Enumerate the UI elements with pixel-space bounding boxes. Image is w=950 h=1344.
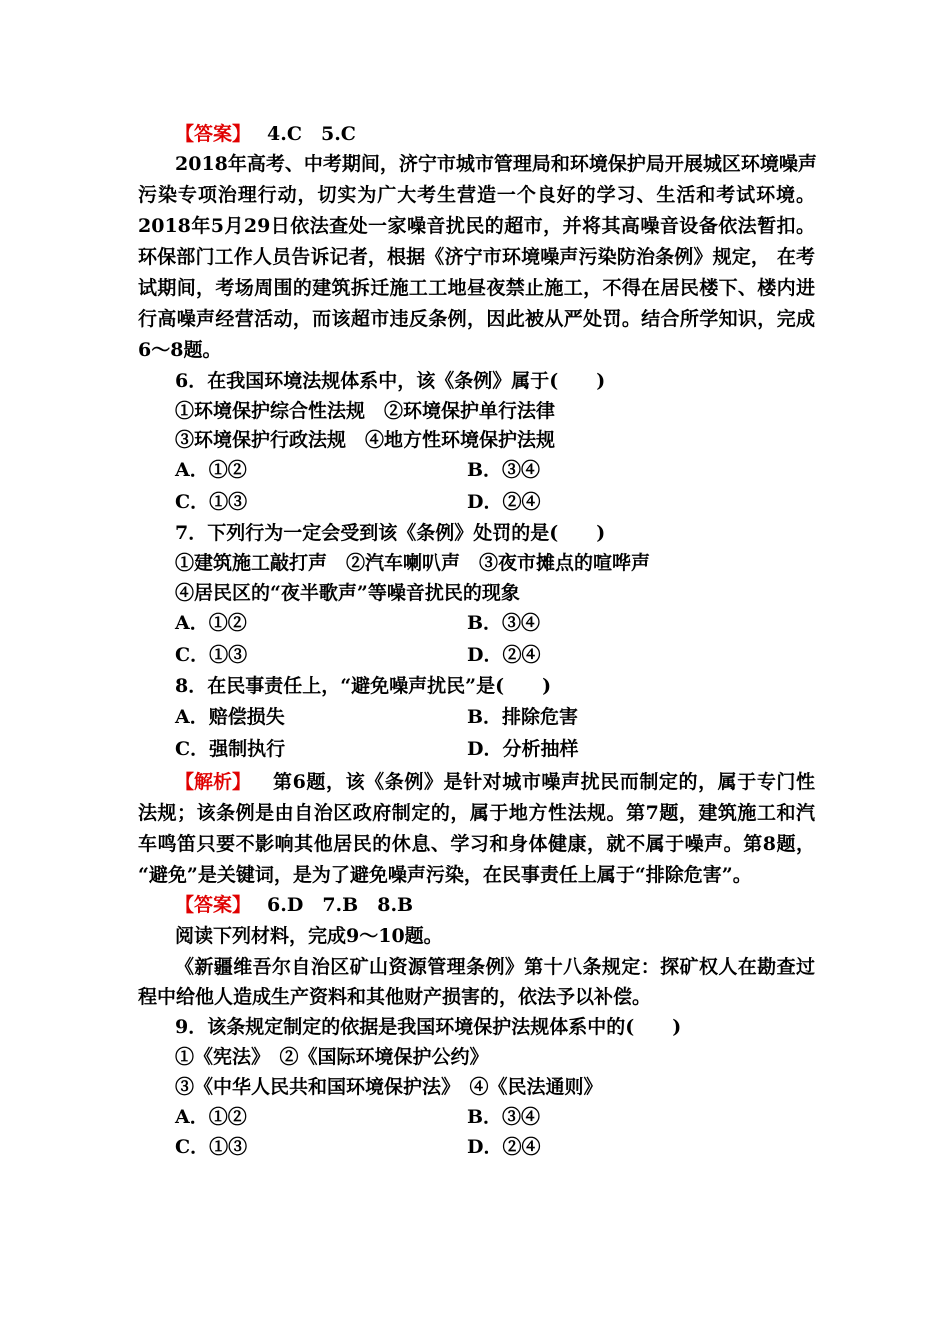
question-8-option-d: D．分析抽样	[467, 738, 579, 760]
analysis-line: “避免”是关键词，是为了避免噪声污染，在民事责任上属于“排除危害”。	[138, 864, 752, 886]
analysis-line: 车鸣笛只要不影响其他居民的休息、学习和身体健康，就不属于噪声。第8题，	[138, 833, 815, 855]
analysis-line: 法规；该条例是由自治区政府制定的，属于地方性法规。第7题，建筑施工和汽	[138, 802, 815, 824]
question-7-option-a: A．①②	[175, 612, 247, 634]
passage-line: 试期间，考场周围的建筑拆迁施工工地昼夜禁止施工，不得在居民楼下、楼内进	[138, 277, 815, 299]
answer-label: 【答案】	[175, 894, 252, 916]
question-8-stem: 8．在民事责任上，“避免噪声扰民”是( )	[175, 675, 552, 697]
passage-line: 6～8题。	[138, 339, 222, 361]
passage-line: 程中给他人造成生产资料和其他财产损害的，依法予以补偿。	[138, 986, 652, 1008]
question-9-item: ③《中华人民共和国环境保护法》 ④《民法通则》	[175, 1076, 603, 1098]
question-6-option-c: C．①③	[175, 491, 248, 513]
question-9-item: ①《宪法》 ②《国际环境保护公约》	[175, 1046, 489, 1068]
question-6-item: ①环境保护综合性法规 ②环境保护单行法律	[175, 400, 556, 422]
answer-text: 6.D 7.B 8.B	[267, 894, 414, 916]
question-7-item: ④居民区的“夜半歌声”等噪音扰民的现象	[175, 582, 520, 604]
question-6-item: ③环境保护行政法规 ④地方性环境保护法规	[175, 429, 556, 451]
question-9-option-d: D．②④	[467, 1136, 541, 1158]
question-9-option-b: B．③④	[467, 1106, 541, 1128]
analysis-text: 第6题，该《条例》是针对城市噪声扰民而制定的，属于专门性	[273, 771, 815, 793]
passage-line: 2018年高考、中考期间，济宁市城市管理局和环境保护局开展城区环境噪声	[175, 153, 817, 175]
question-6-option-a: A．①②	[175, 459, 247, 481]
question-8-option-a: A．赔偿损失	[175, 706, 285, 728]
passage-line: 《新疆维吾尔自治区矿山资源管理条例》第十八条规定：探矿权人在勘查过	[175, 956, 815, 978]
question-8-option-c: C．强制执行	[175, 738, 286, 760]
passage-line: 行高噪声经营活动，而该超市违反条例，因此被从严处罚。结合所学知识，完成	[138, 308, 815, 330]
question-6-stem: 6．在我国环境法规体系中，该《条例》属于( )	[175, 370, 606, 392]
question-8-option-b: B．排除危害	[467, 706, 579, 728]
passage-line: 2018年5月29日依法查处一家噪音扰民的超市，并将其高噪音设备依法暂扣。	[138, 215, 815, 237]
question-9-option-c: C．①③	[175, 1136, 248, 1158]
passage-line: 污染专项治理行动，切实为广大考生营造一个良好的学习、生活和考试环境。	[138, 184, 815, 206]
analysis-label: 【解析】	[175, 771, 252, 793]
question-7-option-b: B．③④	[467, 612, 541, 634]
analysis-line-1	[175, 770, 815, 794]
answer-text: 4.C 5.C	[267, 123, 356, 145]
question-6-option-b: B．③④	[467, 459, 541, 481]
question-6-option-d: D．②④	[467, 491, 541, 513]
passage-line: 环保部门工作人员告诉记者，根据《济宁市环境噪声污染防治条例》规定， 在考	[138, 246, 815, 268]
answer-line-1	[175, 122, 356, 146]
answer-line-2	[175, 893, 413, 917]
question-9-stem: 9．该条规定制定的依据是我国环境保护法规体系中的( )	[175, 1016, 682, 1038]
question-7-stem: 7．下列行为一定会受到该《条例》处罚的是( )	[175, 522, 606, 544]
answer-label: 【答案】	[175, 123, 252, 145]
question-7-option-d: D．②④	[467, 644, 541, 666]
question-7-option-c: C．①③	[175, 644, 248, 666]
instruction-line: 阅读下列材料，完成9～10题。	[175, 925, 443, 947]
question-7-item: ①建筑施工敲打声 ②汽车喇叭声 ③夜市摊点的喧哗声	[175, 552, 651, 574]
question-9-option-a: A．①②	[175, 1106, 247, 1128]
